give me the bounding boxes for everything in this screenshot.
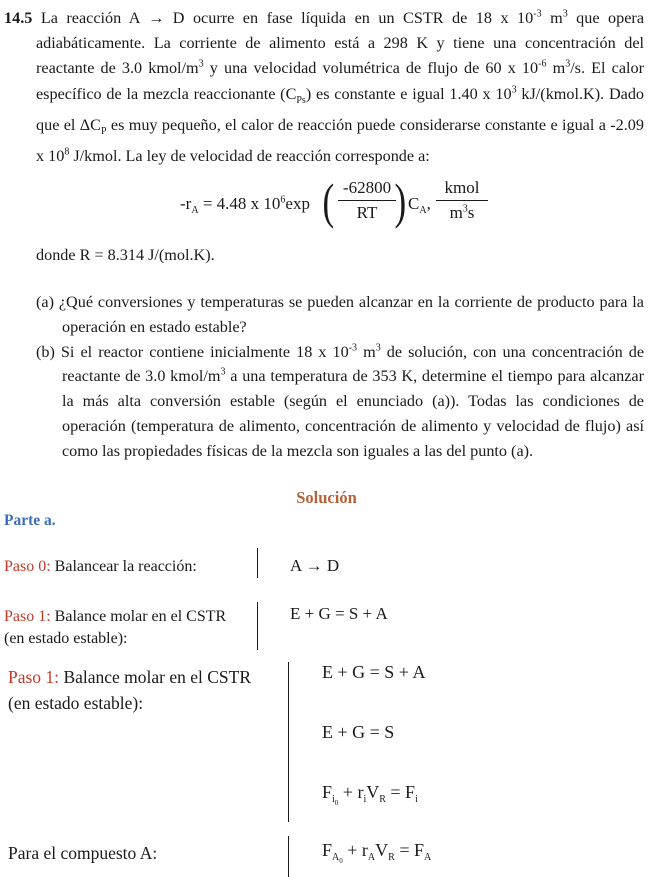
- divider-line: [257, 548, 258, 578]
- left-paren: (: [322, 173, 335, 229]
- compound-a-equation: $F_{A_0} + r_AV_R = F_A$: [322, 840, 432, 865]
- divider-line: [288, 662, 289, 822]
- problem-number: 14.5: [4, 9, 33, 27]
- step-1-equation: E + G = S + A: [290, 604, 388, 623]
- problem-statement: 14.5 La reacción A → D ocurre en fase líquida en un CSTR de 18 x $10^{-3}$ $m^3$ que opera adiabáticamente. La corriente de alimento está a 298 K y tiene una concentración del reactante de 3.0 kmol/$m^3$ y una velocidad volumétrica de flujo de 60 x $10^{-6}$ $m^3/s$. El calor específico de la mezcla reaccionante $(C_{Ps})$ es constante e igual 1.40 x $10^3$ kJ/(kmol.K). Dado que el $\Delta C_P$ es muy pequeño, el calor de reacción puede considerarse constante e igual a -2.09 x $10^8$ J/kmol. La ley de velocidad de reacción corresponde a:: [4, 8, 645, 166]
- right-paren: ): [394, 173, 407, 229]
- divider-line: [288, 836, 289, 877]
- step-0-label: Paso 0: Balancear la reacción:: [4, 558, 197, 575]
- divider-line: [257, 602, 258, 650]
- solution-title: Solución: [296, 488, 357, 507]
- balance-equation-1: E + G = S + A: [322, 662, 426, 682]
- gas-constant-note: donde R = 8.314 J/(mol.K).: [36, 246, 215, 264]
- rate-law-formula: $-r_A = 4.48$ x $10^6\exp$ ( -62800 RT ) $C_A$, kmol $m^3s$: [180, 178, 500, 234]
- balance-equation-2: E + G = S: [322, 722, 395, 742]
- units-fraction: kmol $m^3s$: [436, 178, 488, 223]
- step-0-equation: A → D: [290, 556, 340, 575]
- problem-parts: [36, 290, 644, 464]
- part-b-question: (b) Si el reactor contiene inicialmente 18 x $10^{-3}$ $m^3$ de solución, con una concentración de reactante de 3.0 kmol/$m^3$ a una temperatura de 353 K, determine el tiempo para alcanzar la más alta conversión estable (según el enunciado (a)). Todas las condiciones de operación (temperatura de alimento, concentración de alimento y velocidad de flujo) así como las propiedades físicas de la mezcla son iguales a las del punto (a).: [36, 342, 645, 460]
- balance-equation-3: $F_{i_0} + r_iV_R = F_i$: [322, 782, 418, 807]
- compound-a-label: Para el compuesto A:: [8, 843, 158, 863]
- part-a-heading: Parte a.: [4, 512, 56, 529]
- step-1-repeat-label: Paso 1: Balance molar en el CSTR (en estado estable):: [8, 667, 252, 713]
- step-1-label: Paso 1: Balance molar en el CSTR (en estado estable):: [4, 608, 227, 647]
- exponent-fraction: -62800 RT: [338, 178, 396, 223]
- part-a-question: (a) ¿Qué conversiones y temperaturas se pueden alcanzar en la corriente de producto para la operación en estado estable?: [36, 293, 644, 336]
- rate-lhs: -r: [180, 194, 192, 213]
